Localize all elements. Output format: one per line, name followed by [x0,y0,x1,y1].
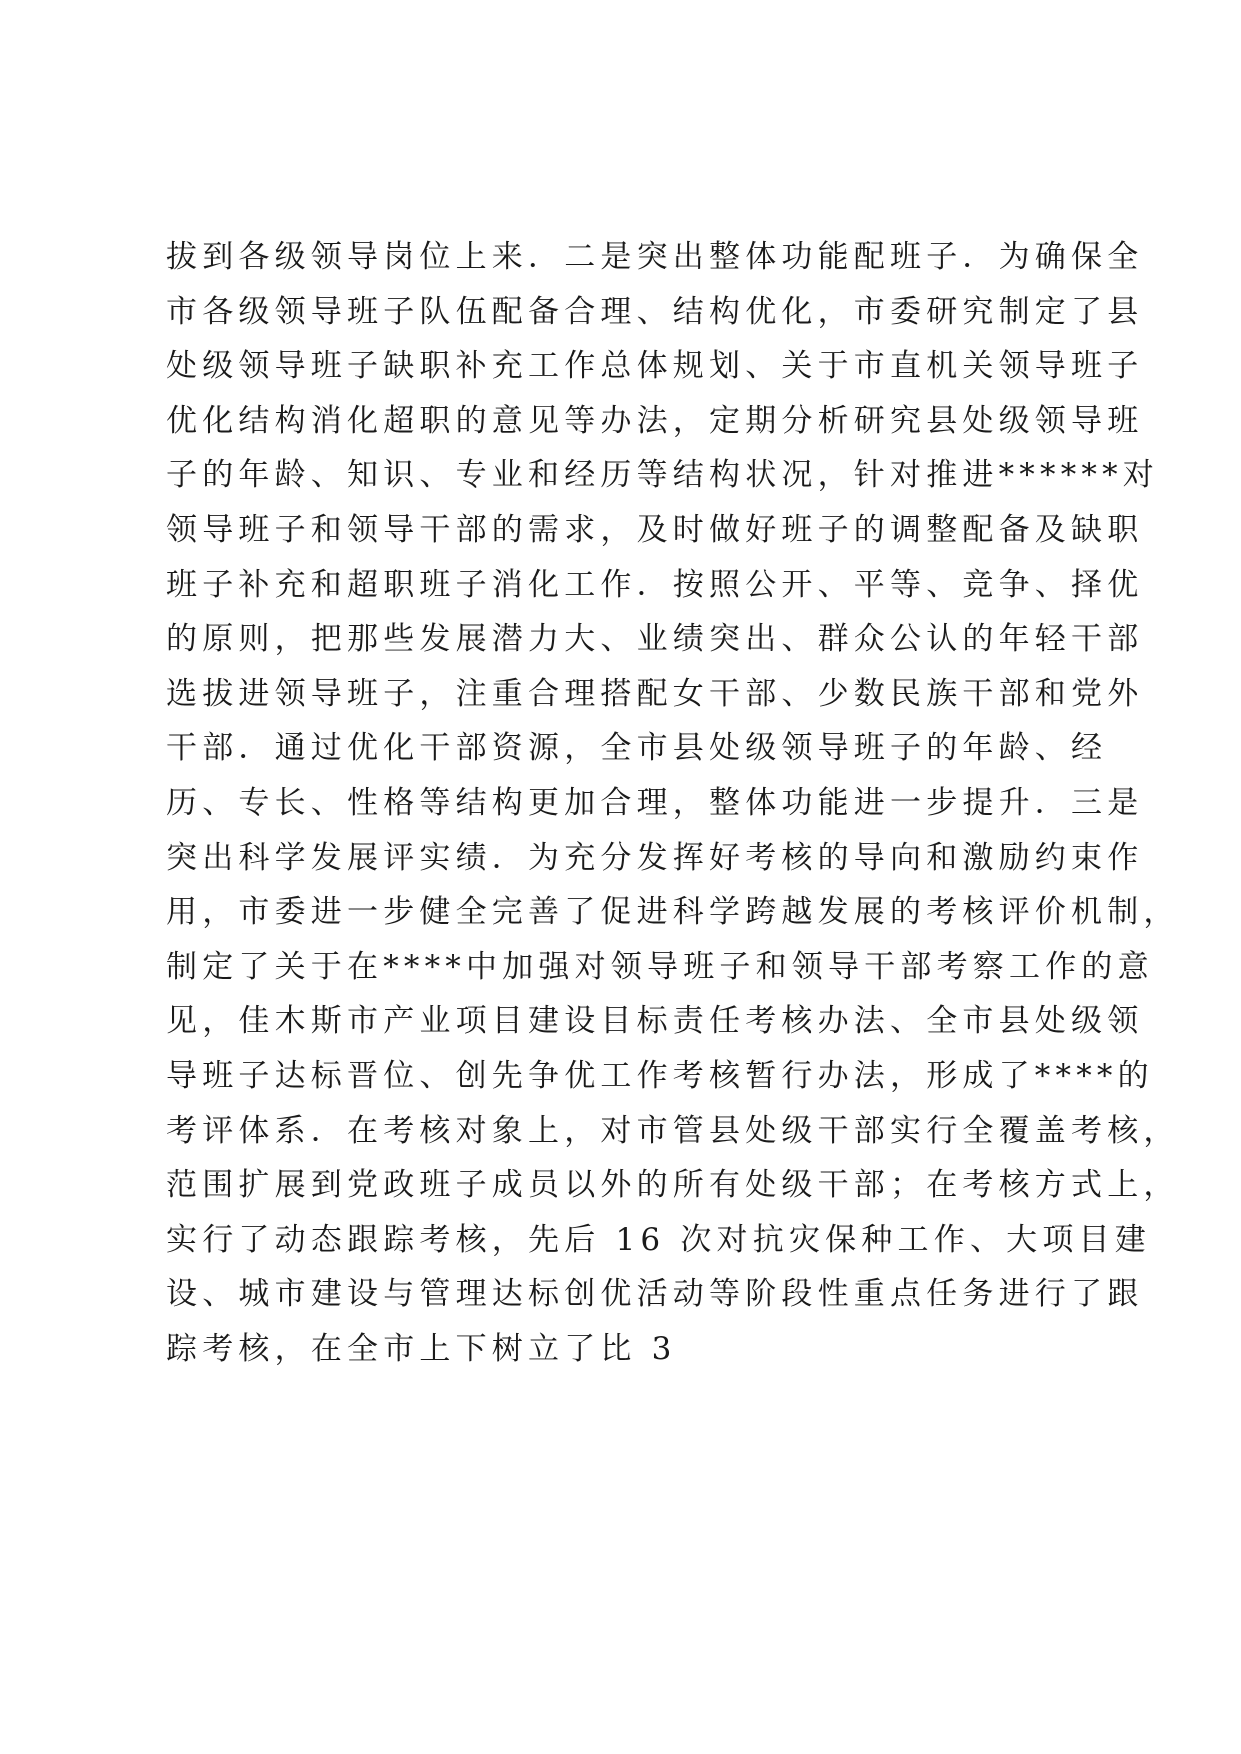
text-line: 子的年龄、知识、专业和经历等结构状况，针对推进******对 [166,457,1159,494]
text-line: 的原则，把那些发展潜力大、业绩突出、群众公认的年轻干部 [166,621,1144,658]
text-line: 用，市委进一步健全完善了促进科学跨越发展的考核评价机制， [166,894,1180,931]
text-line: 导班子达标晋位、创先争优工作考核暂行办法，形成了****的 [166,1057,1154,1094]
text-line: 干部．通过优化干部资源，全市县处级领导班子的年龄、经 [166,730,1108,767]
text-line: 拔到各级领导岗位上来．二是突出整体功能配班子．为确保全 [166,239,1144,275]
text-line: 见，佳木斯市产业项目建设目标责任考核办法、全市县处级领 [166,1003,1144,1040]
text-line: 突出科学发展评实绩．为充分发挥好考核的导向和激励约束作 [166,839,1144,876]
text-line: 踪考核，在全市上下树立了比 3 [166,1330,677,1367]
text-line: 市各级领导班子队伍配备合理、结构优化，市委研究制定了县 [166,293,1144,330]
text-line: 制定了关于在****中加强对领导班子和领导干部考察工作的意 [166,948,1154,985]
text-line: 处级领导班子缺职补充工作总体规划、关于市直机关领导班子 [166,348,1144,385]
text-line: 考评体系．在考核对象上，对市管县处级干部实行全覆盖考核， [166,1112,1180,1149]
text-line: 范围扩展到党政班子成员以外的所有处级干部；在考核方式上， [166,1167,1180,1204]
text-line: 设、城市建设与管理达标创优活动等阶段性重点任务进行了跟 [166,1276,1144,1313]
text-line: 选拔进领导班子，注重合理搭配女干部、少数民族干部和党外 [166,675,1144,712]
text-line: 实行了动态跟踪考核，先后 16 次对抗灾保种工作、大项目建 [166,1221,1151,1258]
text-line: 优化结构消化超职的意见等办法，定期分析研究县处级领导班 [166,402,1144,439]
text-line: 领导班子和领导干部的需求，及时做好班子的调整配备及缺职 [166,511,1144,548]
body-text [166,230,1180,1376]
text-line: 历、专长、性格等结构更加合理，整体功能进一步提升．三是 [166,784,1144,821]
text-line: 班子补充和超职班子消化工作．按照公开、平等、竞争、择优 [166,566,1144,603]
